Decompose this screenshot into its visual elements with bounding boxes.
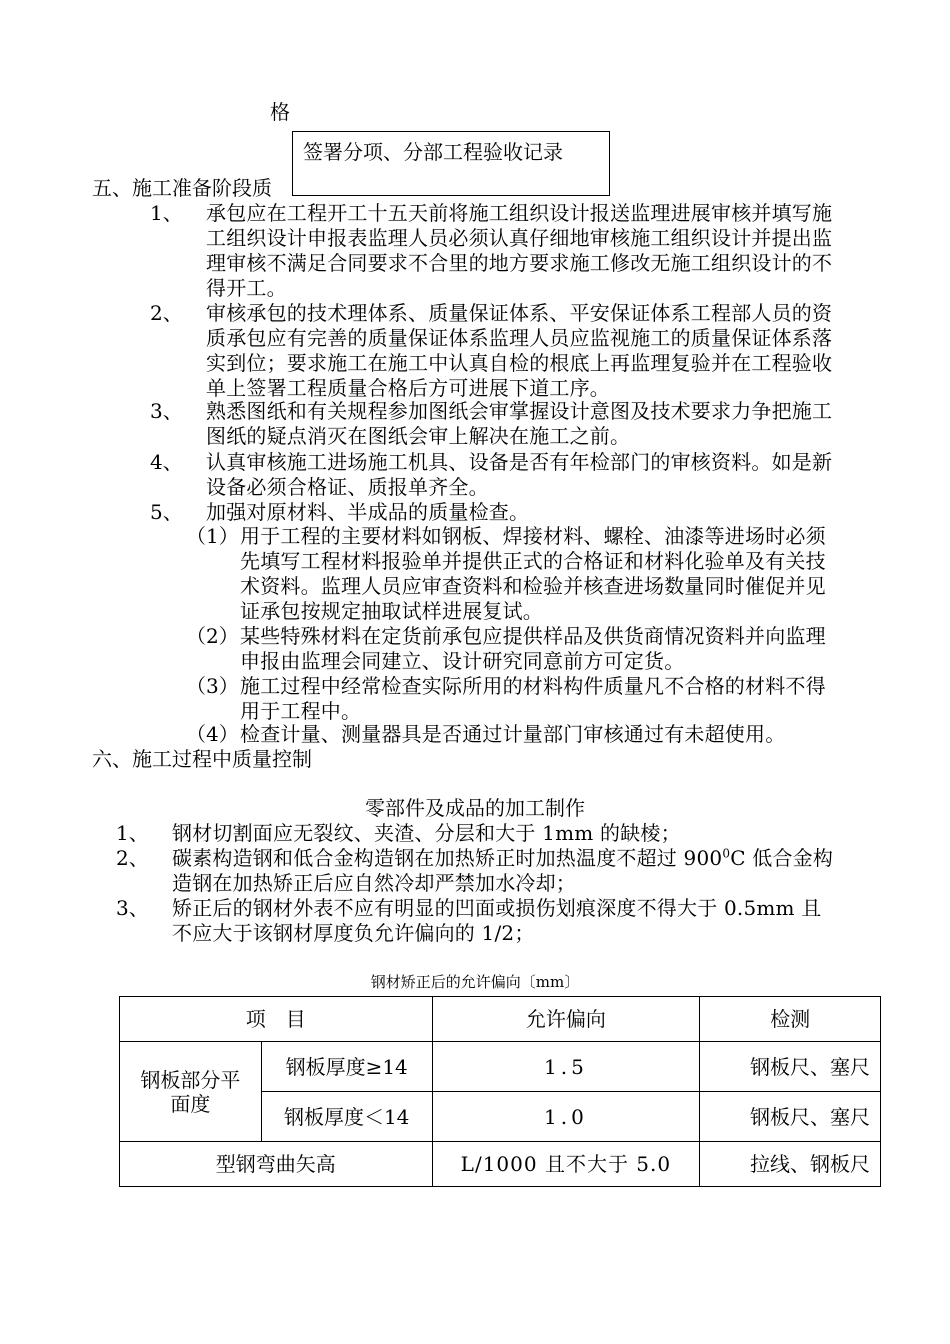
item-number: 3、 xyxy=(116,896,149,920)
item-text-part: C 低合金构造钢在加热矫正后应自然冷却严禁加水冷却； xyxy=(172,846,834,895)
item-text: 钢材切割面应无裂纹、夹渣、分层和大于 1mm 的缺棱； xyxy=(172,821,681,845)
tolerance-table xyxy=(119,996,881,1187)
section-6-subtitle: 零部件及成品的加工制作 xyxy=(365,796,585,820)
item-text: 审核承包的技术理体系、质量保证体系、平安保证体系工程部人员的资质承包应有完善的质量保证体系监理人员应监视施工的质量保证体系落实到位；要求施工在施工中认真自检的根底上再监理复验并在工程验收单上签署工程质量合格后方可进展下道工序。 xyxy=(206,301,833,400)
table-cell: 拉线、钢板尺 xyxy=(700,1142,881,1187)
item-text: 承包应在工程开工十五天前将施工组织设计报送监理进展审核并填写施工组织设计申报表监理人员必须认真仔细地审核施工组织设计并提出监理审核不满足合同要求不合里的地方要求施工修改无施工组织设计的不得开工。 xyxy=(206,201,833,300)
table-header-cell: 检测 xyxy=(700,997,881,1042)
item-number: 2、 xyxy=(150,301,183,325)
subitem-number: （3） xyxy=(186,674,239,698)
table-header-cell: 项 目 xyxy=(120,997,433,1042)
table-cell: 型钢弯曲矢高 xyxy=(120,1142,433,1187)
item-text-part: 碳素构造钢和低合金构造钢在加热矫正时加热温度不超过 900 xyxy=(172,846,723,870)
table-cell: 钢板厚度≥14 xyxy=(261,1042,432,1092)
table-header-row xyxy=(120,997,881,1042)
section-5-title: 五、施工准备阶段质 xyxy=(92,176,272,200)
item-text xyxy=(172,846,844,896)
box-text: 签署分项、分部工程验收记录 xyxy=(303,140,563,164)
item-text: 认真审核施工进场施工机具、设备是否有年检部门的审核资料。如是新设备必须合格证、质报单齐全。 xyxy=(206,450,833,499)
item-text: 加强对原材料、半成品的质量检查。 xyxy=(206,500,530,524)
table-header-cell: 允许偏向 xyxy=(432,997,700,1042)
table-cell: 钢板尺、塞尺 xyxy=(700,1042,881,1092)
table-cell: 1.0 xyxy=(432,1092,700,1142)
subitem-text: 施工过程中经常检查实际所用的材料构件质量凡不合格的材料不得用于工程中。 xyxy=(240,674,826,723)
subitem-text: 检查计量、测量器具是否通过计量部门审核通过有未超使用。 xyxy=(240,722,786,746)
table-cell: 钢板厚度＜14 xyxy=(261,1092,432,1142)
page-fragment-text: 格 xyxy=(270,100,290,124)
table-row xyxy=(120,1142,881,1187)
subitem-number: （1） xyxy=(186,524,239,548)
section-6-title: 六、施工过程中质量控制 xyxy=(92,747,312,771)
table-cell: 1.5 xyxy=(432,1042,700,1092)
subitem-text: 某些特殊材料在定货前承包应提供样品及供货商情况资料并向监理申报由监理会同建立、设计研究同意前方可定货。 xyxy=(240,624,826,673)
item-number: 2、 xyxy=(116,846,149,870)
item-number: 5、 xyxy=(150,500,183,524)
table-caption: 钢材矫正后的允许偏向〔mm〕 xyxy=(370,973,580,991)
degree-superscript: 0 xyxy=(722,846,731,861)
table-row xyxy=(120,1042,881,1092)
item-number: 4、 xyxy=(150,450,183,474)
item-number: 1、 xyxy=(116,821,149,845)
subitem-number: （2） xyxy=(186,624,239,648)
table-cell: L/1000 且不大于 5.0 xyxy=(432,1142,700,1187)
item-text: 矫正后的钢材外表不应有明显的凹面或损伤划痕深度不得大于 0.5mm 且不应大于该钢材厚度负允许偏向的 1/2； xyxy=(172,896,822,945)
table-group-cell: 钢板部分平面度 xyxy=(120,1042,262,1142)
item-text: 熟悉图纸和有关规程参加图纸会审掌握设计意图及技术要求力争把施工图纸的疑点消灭在图纸会审上解决在施工之前。 xyxy=(206,399,833,448)
table-cell: 钢板尺、塞尺 xyxy=(700,1092,881,1142)
signature-record-box xyxy=(292,131,610,196)
subitem-text: 用于工程的主要材料如钢板、焊接材料、螺栓、油漆等进场时必须先填写工程材料报验单并提供正式的合格证和材料化验单及有关技术资料。监理人员应审查资料和检验并核查进场数量同时催促并见证承包按规定抽取试样进展复试。 xyxy=(240,524,826,623)
item-number: 3、 xyxy=(150,399,183,423)
item-number: 1、 xyxy=(150,201,183,225)
subitem-number: （4） xyxy=(186,722,239,746)
